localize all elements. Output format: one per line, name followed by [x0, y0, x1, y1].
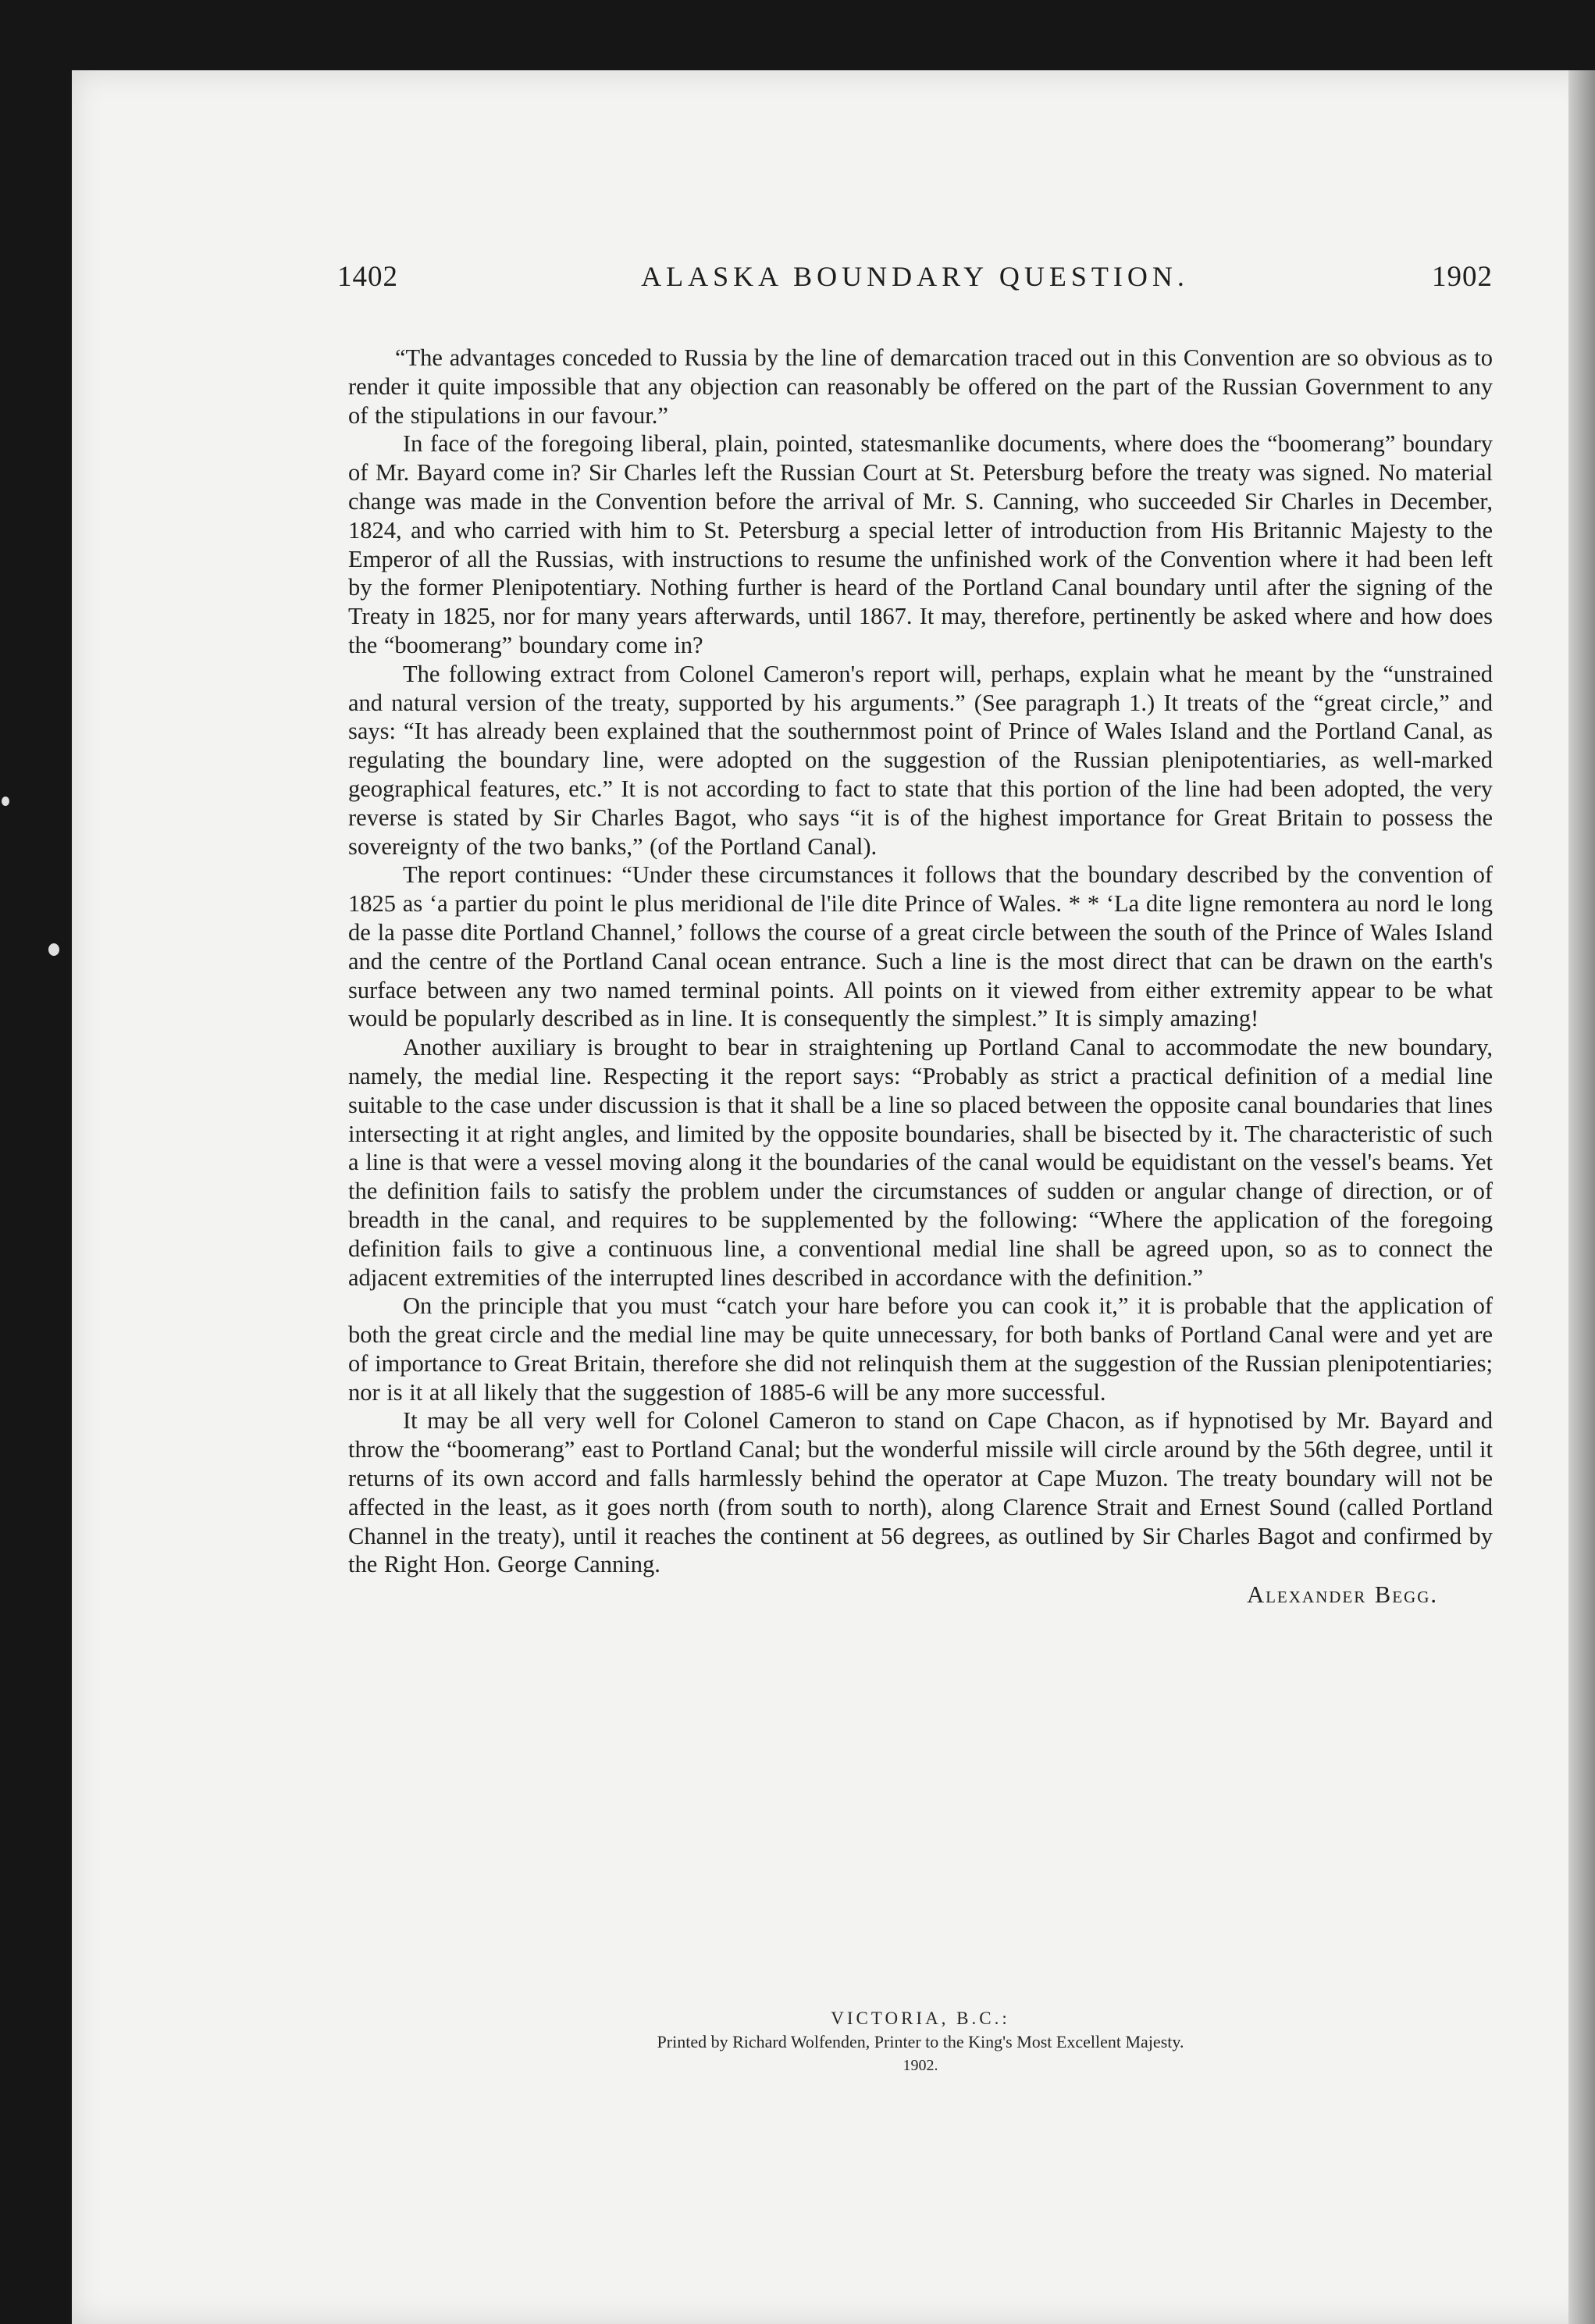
running-header: [337, 260, 1493, 298]
running-title: ALASKA BOUNDARY QUESTION.: [641, 261, 1189, 292]
paragraph: “The advantages conceded to Russia by the line of demarcation traced out in this Convention are so obvious as to render it quite impossible that any objection can reasonably be offered on the part of the Russian Government to any of the stipulations in our favour.”: [348, 344, 1493, 429]
page-number: 1402: [337, 261, 398, 293]
imprint-place: VICTORIA, B.C.:: [831, 2009, 1010, 2028]
paragraph: The report continues: “Under these circumstances it follows that the boundary described by the convention of 1825 as ‘a partier du point le plus meridional de l'ile dite Prince of Wales. * * ‘La dite ligne remontera au nord le long de la passe dite Portland Channel,’ follows the course of a great circle between the south of the Prince of Wales Island and the centre of the Portland Canal ocean entrance. Such a line is the most direct that can be drawn on the earth's surface between any two named terminal points. All points on it viewed from either extremity appear to be what would be popularly described as in line. It is consequently the simplest.” It is simply amazing!: [348, 861, 1493, 1032]
page-edge: [1568, 70, 1595, 2324]
header-year: 1902: [1432, 261, 1493, 293]
paragraph: The following extract from Colonel Cameron's report will, perhaps, explain what he meant by the “unstrained and natural version of the treaty, supported by his arguments.” (See paragraph 1.) It treats of the “great circle,” and says: “It has already been explained that the southernmost point of Prince of Wales Island and the Portland Canal, as regulating the boundary line, were adopted on the suggestion of the Russian plenipotentiaries, as well-marked geographical features, etc.” It is not according to fact to state that this portion of the line had been adopted, the very reverse is stated by Sir Charles Bagot, who says “it is of the highest importance for Great Britain to possess the sovereignty of the two banks,” (of the Portland Canal).: [348, 660, 1493, 860]
paragraph: Another auxiliary is brought to bear in straightening up Portland Canal to accommodate the new boundary, namely, the medial line. Respecting it the report says: “Probably as strict a practical definition of a medial line suitable to the case under discussion is that it shall be a line so placed between the opposite canal boundaries that lines intersecting it at right angles, and limited by the opposite boundaries, shall be bisected by it. The characteristic of such a line is that were a vessel moving along it the boundaries of the canal would be equidistant on the vessel's beams. Yet the definition fails to satisfy the problem under the circumstances of sudden or angular change of direction, or of breadth in the canal, and requires to be supplemented by the following: “Where the application of the foregoing definition fails to give a continuous line, a conventional medial line shall be agreed upon, so as to connect the adjacent extremities of the interrupted lines described in accordance with the definition.”: [348, 1034, 1493, 1291]
imprint-printer: Printed by Richard Wolfenden, Printer to the King's Most Excellent Majesty.: [657, 2032, 1184, 2051]
author-signature: Alexander Begg.: [1247, 1581, 1438, 1609]
printer-imprint: [348, 2007, 1493, 2077]
paragraph: On the principle that you must “catch your hare before you can cook it,” it is probable that the application of both the great circle and the medial line may be quite unnecessary, for both banks of Portland Canal were and yet are of importance to Great Britain, therefore she did not relinquish them at the suggestion of the Russian plenipotentiaries; nor is it at all likely that the suggestion of 1885-6 will be any more successful.: [348, 1292, 1493, 1406]
article-body: [348, 344, 1493, 1609]
imprint-year: 1902.: [903, 2057, 938, 2074]
scan-speck: [48, 943, 59, 956]
paragraph: It may be all very well for Colonel Cameron to stand on Cape Chacon, as if hypnotised by Mr. Bayard and throw the “boomerang” east to Portland Canal; but the wonderful missile will circle around by the 56th degree, until it returns of its own accord and falls harmlessly behind the operator at Cape Muzon. The treaty boundary will not be affected in the least, as it goes north (from south to north), along Clarence Strait and Ernest Sound (called Portland Channel in the treaty), until it reaches the continent at 56 degrees, as outlined by Sir Charles Bagot and confirmed by the Right Hon. George Canning.: [348, 1407, 1493, 1578]
paragraph: In face of the foregoing liberal, plain, pointed, statesmanlike documents, where does the “boomerang” boundary of Mr. Bayard come in? Sir Charles left the Russian Court at St. Petersburg before the treaty was signed. No material change was made in the Convention before the arrival of Mr. S. Canning, who succeeded Sir Charles in December, 1824, and who carried with him to St. Petersburg a special letter of introduction from His Britannic Majesty to the Emperor of all the Russias, with instructions to resume the unfinished work of the Convention where it had been left by the former Plenipotentiary. Nothing further is heard of the Portland Canal boundary until after the signing of the Treaty in 1825, nor for many years afterwards, until 1867. It may, therefore, pertinently be asked where and how does the “boomerang” boundary come in?: [348, 430, 1493, 658]
scan-speck: [2, 797, 9, 806]
